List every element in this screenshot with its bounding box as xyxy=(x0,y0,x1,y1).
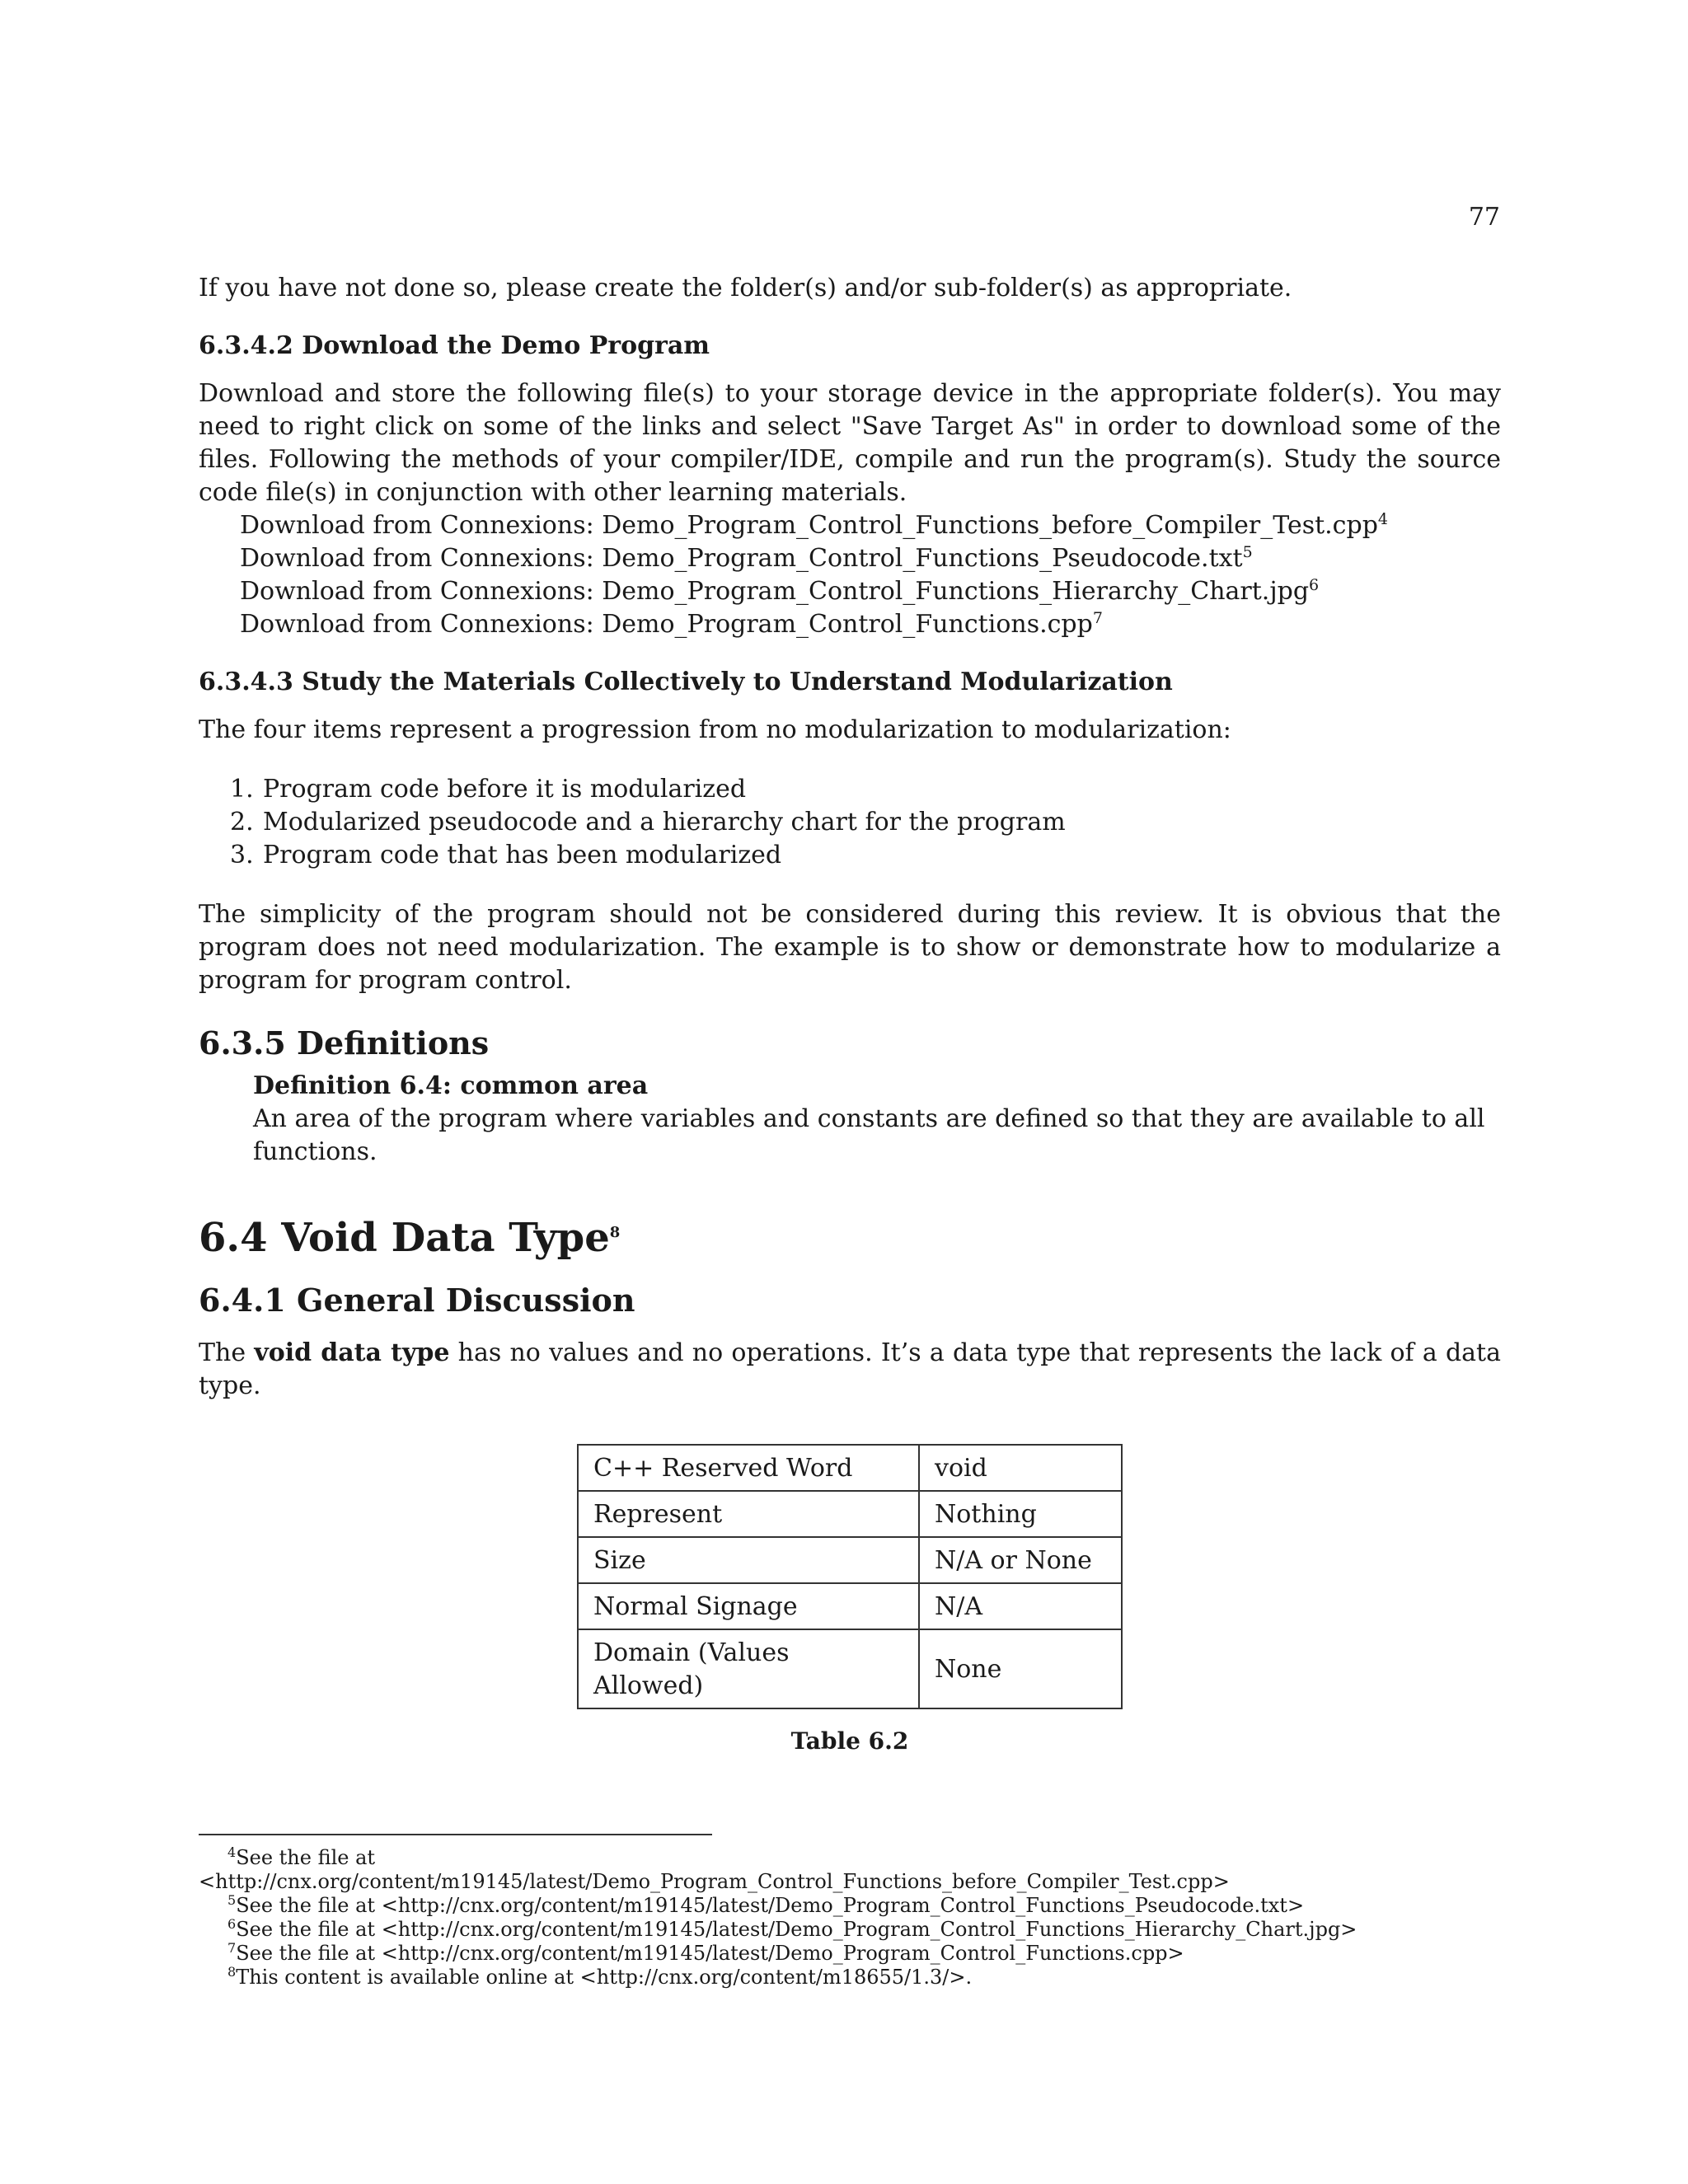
intro-paragraph: If you have not done so, please create the folder(s) and/or sub-folder(s) as appropriate. xyxy=(199,274,1292,302)
table-row: Represent Nothing xyxy=(578,1491,1122,1537)
download-link-3[interactable]: Download from Connexions: Demo_Program_Control_Functions_Hierarchy_Chart.jpg$^6$ xyxy=(240,576,1320,606)
table-row: C++ Reserved Word void xyxy=(578,1445,1122,1491)
heading-general-discussion: 6.4.1 General Discussion xyxy=(199,1282,635,1319)
definition-term: Definition 6.4: common area xyxy=(253,1071,649,1100)
page-number: 77 xyxy=(1468,203,1500,232)
progression-list xyxy=(199,773,1501,872)
simplicity-paragraph: The simplicity of the program should not be considered during this review. It is obvious that the program does not need modularization. The example is to show or demonstrate how to modularize a program for program control. xyxy=(199,900,1501,995)
heading-definitions: 6.3.5 Definitions xyxy=(199,1024,490,1062)
download-link-1[interactable]: Download from Connexions: Demo_Program_Control_Functions_before_Compiler_Test.cpp$^4$ xyxy=(240,510,1388,540)
footnote-8[interactable]: $^8$This content is available online at <http://cnx.org/content/m18655/1.3/>. xyxy=(227,1964,973,1989)
void-data-type-term: void data type xyxy=(254,1338,450,1367)
table-row: Normal Signage N/A xyxy=(578,1583,1122,1629)
void-paragraph: The void data type has no values and no operations. It’s a data type that represents the lack of a data type. xyxy=(199,1338,1501,1400)
table-row: Domain (Values Allowed) None xyxy=(578,1629,1122,1708)
heading-void-data-type: 6.4 Void Data Type$^8$ xyxy=(199,1215,621,1261)
list-item: 2. Modularized pseudocode and a hierarchy chart for the program xyxy=(230,808,1066,837)
page-body xyxy=(199,272,1501,1755)
footnote-7[interactable]: $^7$See the file at <http://cnx.org/content/m19145/latest/Demo_Program_Control_Functions.cpp> xyxy=(227,1940,1184,1965)
table-row: Size N/A or None xyxy=(578,1537,1122,1583)
footnote-4-url[interactable]: <http://cnx.org/content/m19145/latest/Demo_Program_Control_Functions_before_Compiler_Test.cpp> xyxy=(199,1870,1230,1893)
heading-study-materials: 6.3.4.3 Study the Materials Collectively to Understand Modularization xyxy=(199,668,1173,696)
study-paragraph: The four items represent a progression from no modularization to modularization: xyxy=(199,715,1231,744)
footnote-4: $^4$See the file at xyxy=(227,1844,376,1869)
download-link-4[interactable]: Download from Connexions: Demo_Program_Control_Functions.cpp$^7$ xyxy=(240,609,1103,639)
heading-download-demo: 6.3.4.2 Download the Demo Program xyxy=(199,331,710,360)
footnotes xyxy=(199,1846,1534,1990)
footnote-divider xyxy=(199,1834,712,1835)
definition-text: An area of the program where variables and constants are defined so that they are available to all functions. xyxy=(253,1104,1485,1166)
list-item: 3. Program code that has been modularized xyxy=(230,841,782,869)
footnote-6[interactable]: $^6$See the file at <http://cnx.org/content/m19145/latest/Demo_Program_Control_Functions_Hierarchy_Chart.jpg> xyxy=(227,1916,1357,1941)
download-link-2[interactable]: Download from Connexions: Demo_Program_Control_Functions_Pseudocode.txt$^5$ xyxy=(240,543,1253,573)
download-paragraph: Download and store the following file(s) to your storage device in the appropriate folder(s). You may need to right click on some of the links and select "Save Target As" in order to download some of the files. Following the methods of your compiler/IDE, compile and run the program(s). Study the source code file(s) in conjunction with other learning materials. xyxy=(199,379,1501,507)
list-item: 1. Program code before it is modularized xyxy=(230,775,747,804)
footnote-5[interactable]: $^5$See the file at <http://cnx.org/content/m19145/latest/Demo_Program_Control_Functions_Pseudocode.txt> xyxy=(227,1892,1305,1917)
table-caption: Table 6.2 xyxy=(790,1727,909,1755)
void-type-table xyxy=(577,1444,1123,1709)
definition-block xyxy=(253,1070,1501,1169)
